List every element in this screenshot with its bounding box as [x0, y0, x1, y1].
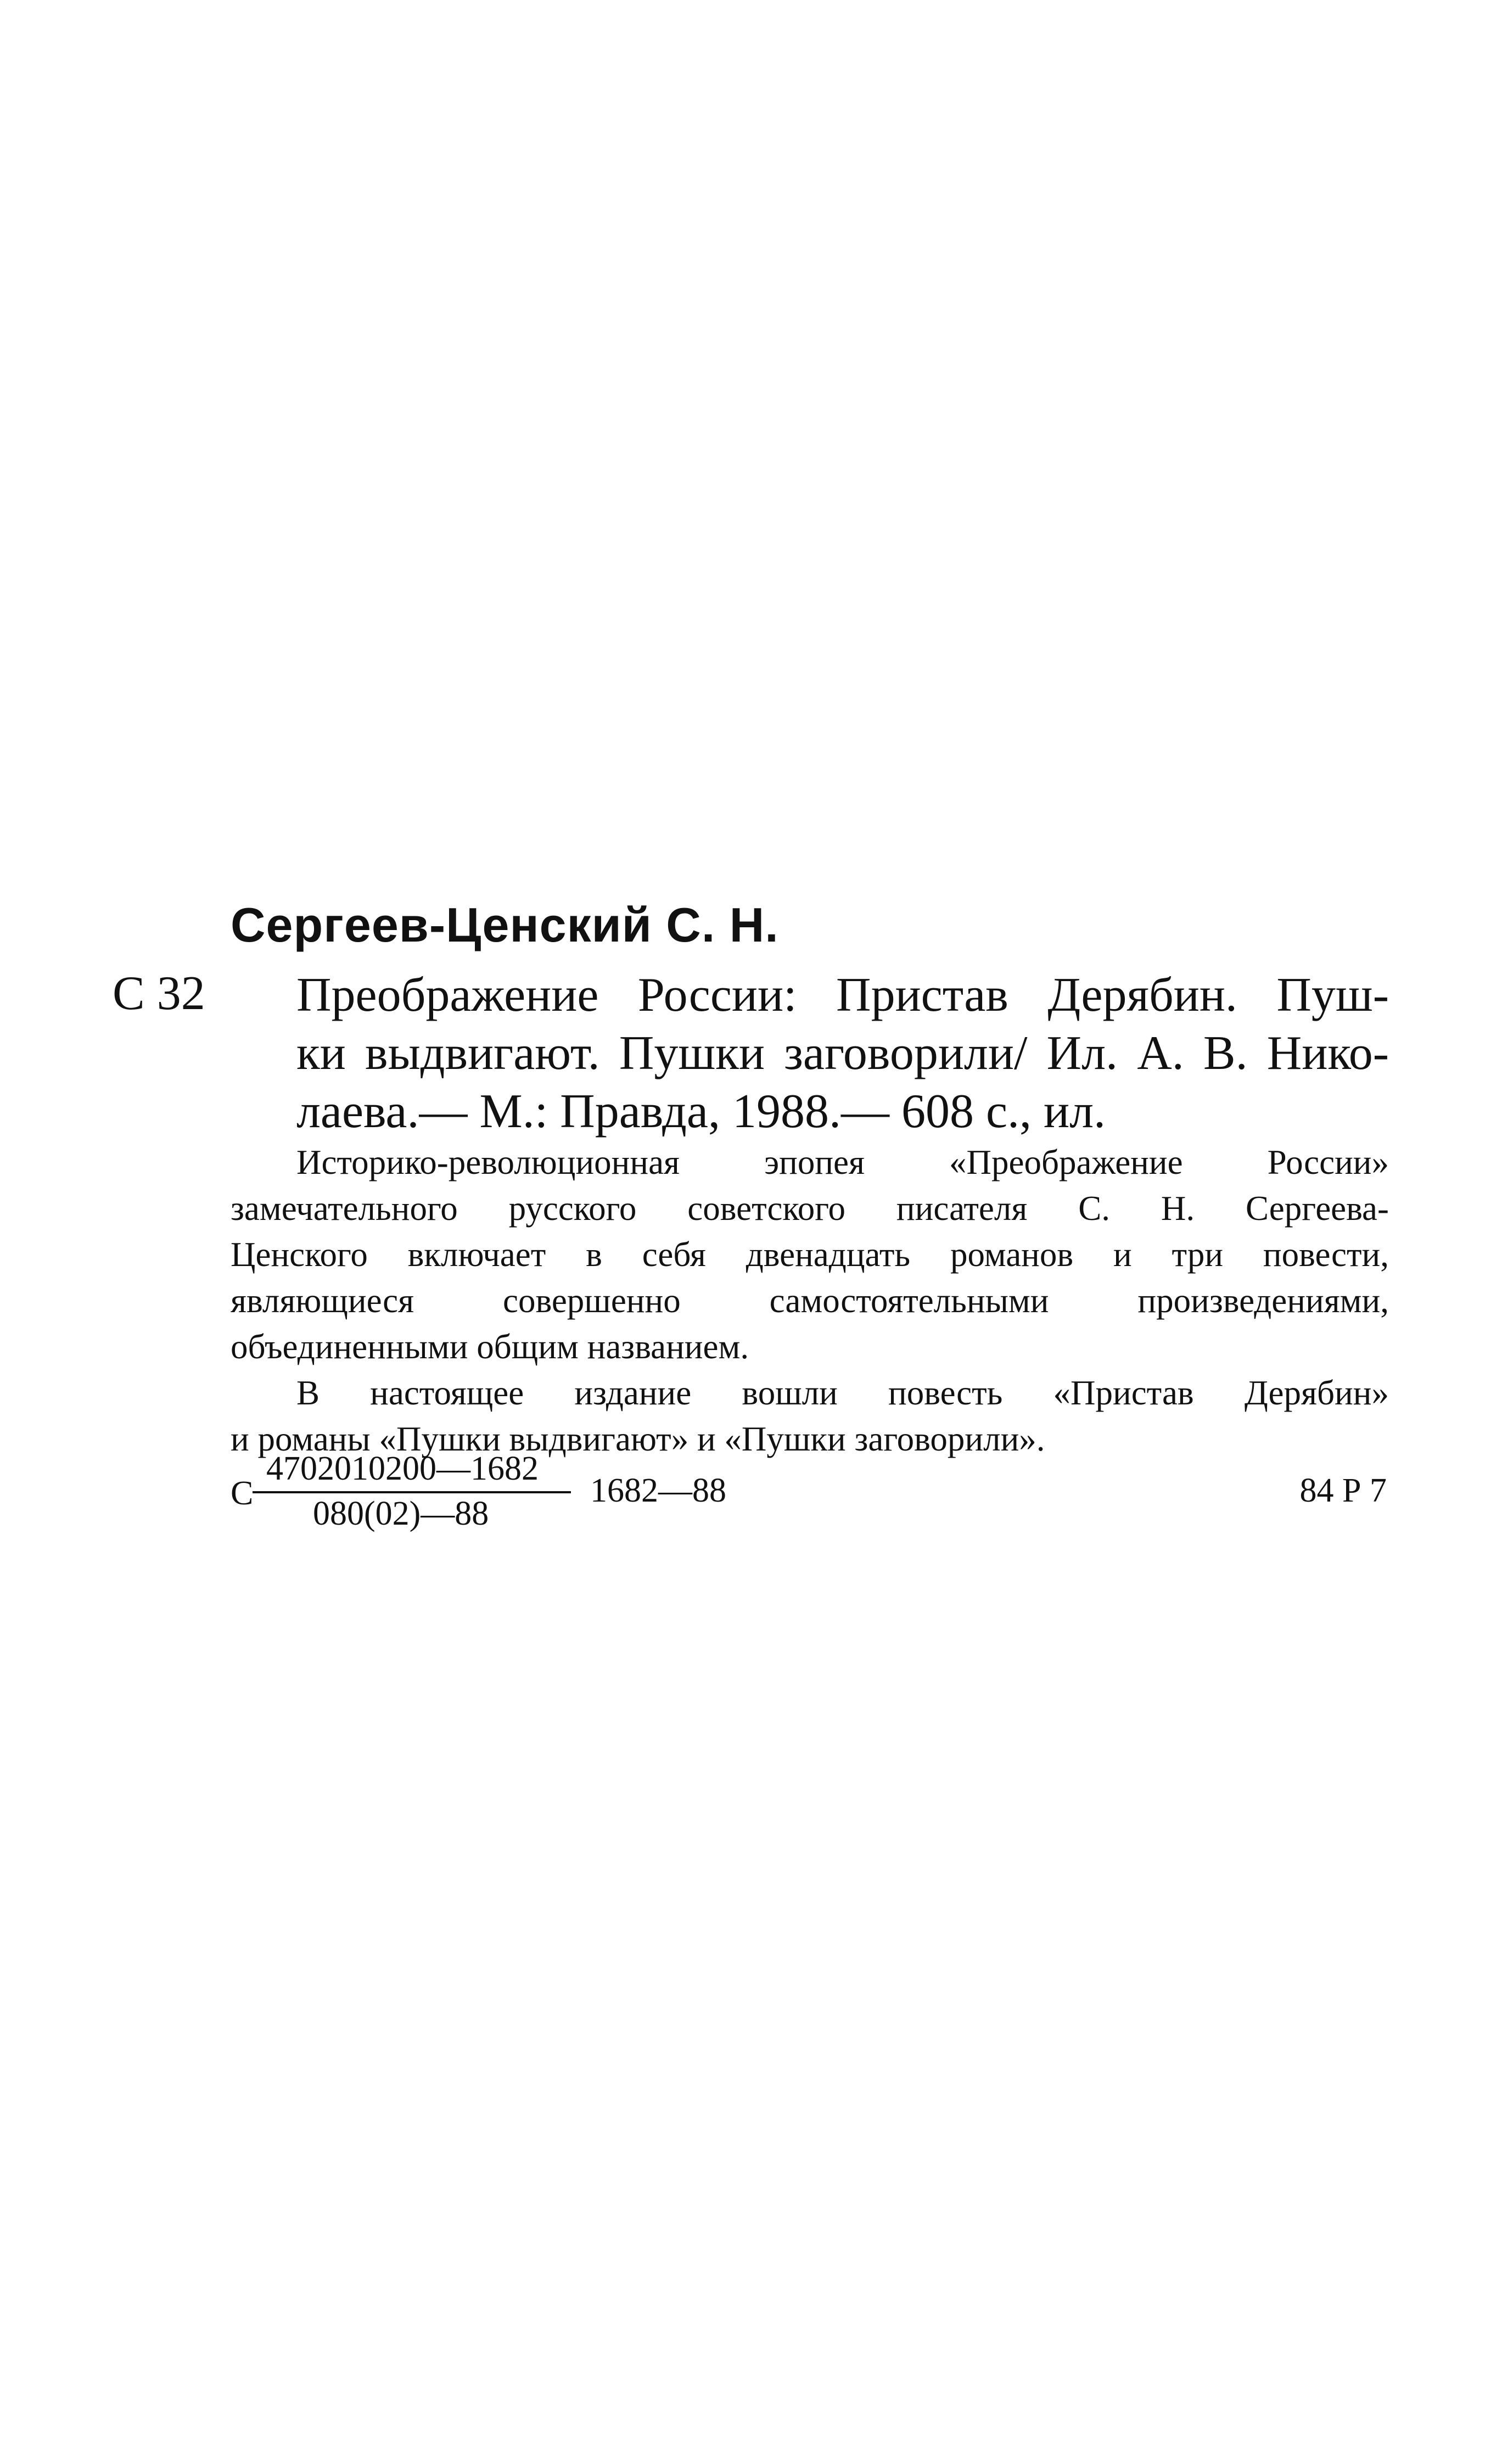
- code-tail: 1682—88: [590, 1472, 726, 1509]
- annotation-line: В настоящее издание вошли повесть «Пристав Дерябин»: [296, 1374, 1389, 1412]
- code-letter: С: [231, 1475, 254, 1512]
- annotation-line: Историко-революционная эпопея «Преображение России»: [296, 1143, 1389, 1181]
- code-fraction: [253, 1449, 571, 1533]
- annotation-line: объединенными общим названием.: [231, 1328, 749, 1366]
- code-denominator: 080(02)—88: [313, 1495, 489, 1532]
- bibliographic-line: лаева.— М.: Правда, 1988.— 608 с., ил.: [296, 1085, 1106, 1138]
- author-heading: Сергеев-Ценский С. Н.: [231, 898, 779, 952]
- shelf-mark: С 32: [113, 967, 205, 1020]
- classification-index: 84 Р 7: [1299, 1472, 1387, 1509]
- bibliographic-description: [296, 966, 1389, 1141]
- annotation-line: являющиеся совершенно самостоятельными произведениями,: [231, 1281, 1389, 1320]
- annotation-line: и романы «Пушки выдвигают» и «Пушки заговорили».: [231, 1420, 1045, 1458]
- bibliographic-line: Преображение России: Пристав Дерябин. Пуш-: [296, 968, 1389, 1022]
- code-numerator: 4702010200—1682: [253, 1449, 571, 1493]
- annotation-line: замечательного русского советского писателя С. Н. Сергеева-: [231, 1189, 1389, 1228]
- bibliographic-line: ки выдвигают. Пушки заговорили/ Ил. А. В. Нико-: [296, 1027, 1389, 1080]
- annotation: [231, 1139, 1389, 1462]
- annotation-line: Ценского включает в себя двенадцать романов и три повести,: [231, 1235, 1389, 1274]
